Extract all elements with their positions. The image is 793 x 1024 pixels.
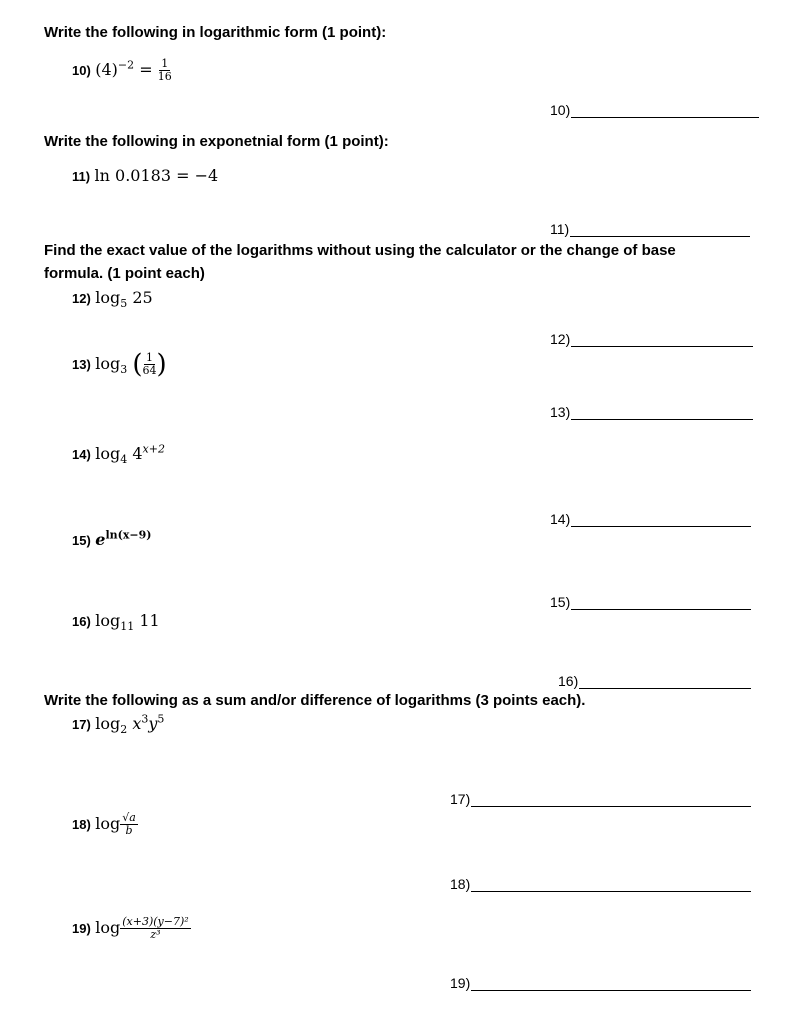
fraction <box>120 812 138 837</box>
question-number: 16) <box>72 614 91 629</box>
fraction-numerator: (x+3)(y−7)² <box>122 915 189 928</box>
answer-11 <box>550 221 750 237</box>
fraction-denominator: b <box>125 824 133 837</box>
log-base: 5 <box>120 297 128 311</box>
answer-line[interactable] <box>571 103 759 118</box>
question-number: 17) <box>72 717 91 732</box>
question-10 <box>72 58 172 83</box>
answer-label: 10) <box>550 102 571 118</box>
fraction-denominator: 16 <box>157 70 172 83</box>
answer-label: 11) <box>550 221 570 237</box>
section-heading-logarithmic-form: Write the following in logarithmic form (1 point): <box>44 24 387 41</box>
answer-line[interactable] <box>471 976 751 991</box>
section-heading-sum-difference: Write the following as a sum and/or difference of logarithms (3 points each). <box>44 692 586 709</box>
answer-label: 17) <box>450 791 471 807</box>
euler-e: e <box>95 530 106 549</box>
answer-19 <box>450 975 751 991</box>
answer-label: 14) <box>550 511 571 527</box>
answer-18 <box>450 876 751 892</box>
section-heading-exponential-form: Write the following in exponetnial form (1 point): <box>44 133 389 150</box>
variable-y: y <box>148 714 158 733</box>
question-11-expression: ln 0.0183 = −4 <box>94 166 219 185</box>
answer-line[interactable] <box>571 405 753 420</box>
question-15-expression <box>95 530 151 549</box>
answer-label: 15) <box>550 594 571 610</box>
question-14 <box>72 442 165 467</box>
question-number: 19) <box>72 921 91 936</box>
question-12-expression <box>95 288 153 311</box>
equals-sign: = <box>139 60 153 79</box>
log-base: 3 <box>120 363 128 377</box>
answer-line[interactable] <box>571 512 751 527</box>
y-exponent: 5 <box>157 712 165 726</box>
log-base: 4 <box>120 453 128 467</box>
left-paren-icon: ( <box>132 349 143 380</box>
answer-line[interactable] <box>471 792 751 807</box>
log-operator: log <box>95 354 121 373</box>
log-argument: 25 <box>132 288 153 307</box>
log-operator: log <box>95 814 121 833</box>
question-12 <box>72 288 153 311</box>
answer-label: 16) <box>558 673 579 689</box>
log-operator: log <box>95 918 121 937</box>
question-16 <box>72 611 160 634</box>
question-number: 10) <box>72 63 91 78</box>
question-18 <box>72 812 138 837</box>
section-heading-exact-value-line1: Find the exact value of the logarithms without using the calculator or the change of base <box>44 242 676 259</box>
question-10-expression <box>95 57 172 83</box>
question-17 <box>72 712 165 737</box>
question-number: 14) <box>72 447 91 462</box>
fraction-numerator: 1 <box>161 57 169 70</box>
question-16-expression <box>95 611 160 634</box>
answer-label: 18) <box>450 876 471 892</box>
answer-12 <box>550 331 753 347</box>
fraction <box>158 58 172 83</box>
log-base: 2 <box>120 723 128 737</box>
variable-x: x <box>132 714 142 733</box>
log-operator: log <box>95 611 121 630</box>
x-exponent: 3 <box>141 712 149 726</box>
log-operator: log <box>95 444 121 463</box>
answer-label: 12) <box>550 331 571 347</box>
base: (4) <box>95 60 118 79</box>
answer-16 <box>558 673 751 689</box>
answer-line[interactable] <box>579 674 751 689</box>
question-number: 12) <box>72 291 91 306</box>
fraction <box>143 352 157 377</box>
question-18-expression <box>95 811 138 837</box>
question-19 <box>72 916 191 941</box>
answer-line[interactable] <box>571 332 753 347</box>
question-number: 11) <box>72 169 91 184</box>
log-operator: log <box>95 288 121 307</box>
exponent: x+2 <box>142 442 165 456</box>
answer-13 <box>550 404 753 420</box>
answer-line[interactable] <box>571 595 751 610</box>
question-number: 13) <box>72 357 91 372</box>
answer-line[interactable] <box>471 877 751 892</box>
question-17-expression <box>95 712 165 737</box>
question-19-expression <box>95 915 190 941</box>
answer-label: 19) <box>450 975 471 991</box>
answer-17 <box>450 791 751 807</box>
question-13 <box>72 349 167 380</box>
right-paren-icon: ) <box>156 349 167 380</box>
question-number: 15) <box>72 533 91 548</box>
log-argument: 4 <box>132 444 143 463</box>
exponent: ln(x−9) <box>105 528 152 542</box>
log-argument: 11 <box>139 611 160 630</box>
question-13-expression <box>95 349 167 380</box>
answer-10 <box>550 102 759 118</box>
answer-line[interactable] <box>570 222 750 237</box>
question-14-expression <box>95 442 165 467</box>
section-heading-exact-value-line2: formula. (1 point each) <box>44 265 205 282</box>
fraction-denominator: z³ <box>150 928 161 941</box>
fraction <box>120 916 190 941</box>
answer-15 <box>550 594 751 610</box>
fraction-numerator: √a <box>122 811 136 824</box>
question-11 <box>72 166 218 186</box>
question-15 <box>72 530 151 550</box>
fraction-numerator: 1 <box>146 351 153 364</box>
log-base: 11 <box>120 620 135 634</box>
exponent: −2 <box>117 58 135 72</box>
question-number: 18) <box>72 817 91 832</box>
answer-label: 13) <box>550 404 571 420</box>
fraction-denominator: 64 <box>142 364 157 377</box>
answer-14 <box>550 511 751 527</box>
log-operator: log <box>95 714 121 733</box>
